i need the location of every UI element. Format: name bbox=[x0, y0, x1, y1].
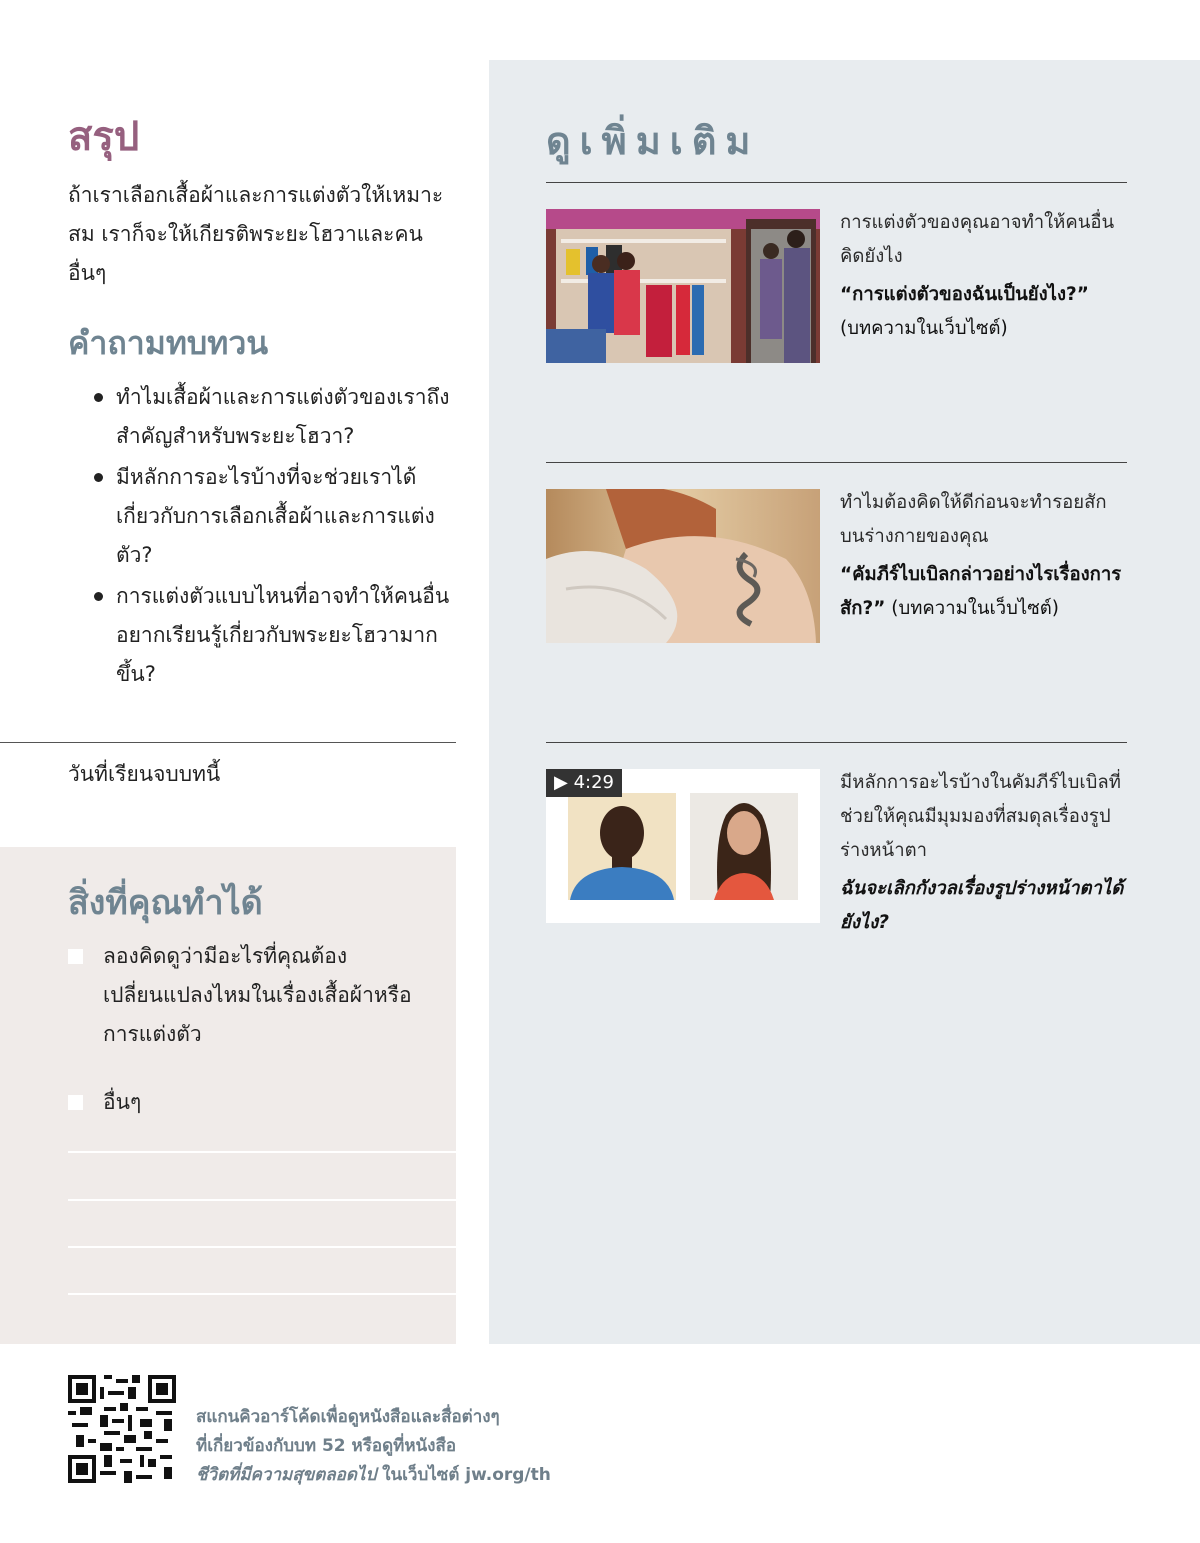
review-questions-list bbox=[92, 378, 452, 696]
todo-item-text: ลองคิดดูว่ามีอะไรที่คุณต้องเปลี่ยนแปลงไหมในเรื่องเสื้อผ้าหรือการแต่งตัว bbox=[103, 944, 412, 1046]
article-link[interactable] bbox=[840, 278, 1130, 346]
book-title: ชีวิตที่มีความสุขตลอดไป bbox=[196, 1465, 377, 1485]
article-link[interactable] bbox=[840, 558, 1130, 626]
summary-text: ถ้าเราเลือกเสื้อผ้าและการแต่งตัวให้เหมาะสม เราก็จะให้เกียรติพระยะโฮวาและคนอื่นๆ bbox=[68, 183, 444, 285]
see-more-title: ดูเพิ่มเติม bbox=[546, 119, 760, 163]
footer-line bbox=[196, 1461, 716, 1490]
write-in-line[interactable] bbox=[68, 1293, 456, 1295]
todo-item bbox=[68, 937, 438, 1054]
article-note: (บทความในเว็บไซต์) bbox=[840, 318, 1008, 339]
footer-line: ที่เกี่ยวข้องกับบท 52 หรือดูที่หนังสือ bbox=[196, 1436, 457, 1456]
see-more-item bbox=[840, 486, 1130, 626]
see-more-item bbox=[840, 206, 1130, 346]
review-questions-title: คำถามทบทวน bbox=[68, 324, 269, 362]
item-description: มีหลักการอะไรบ้างในคัมภีร์ไบเบิลที่ช่วยให้คุณมีมุมมองที่สมดุลเรื่องรูปร่างหน้าตา bbox=[840, 772, 1121, 861]
video-link[interactable] bbox=[840, 872, 1130, 940]
footer-note bbox=[196, 1403, 716, 1490]
video-duration: ▶ 4:29 bbox=[546, 769, 622, 797]
review-question: มีหลักการอะไรบ้างที่จะช่วยเราได้เกี่ยวกับการเลือกเสื้อผ้าและการแต่งตัว? bbox=[92, 458, 452, 575]
completion-date-label: วันที่เรียนจบบทนี้ bbox=[68, 762, 221, 786]
write-in-line[interactable] bbox=[68, 1246, 456, 1248]
review-question: การแต่งตัวแบบไหนที่อาจทำให้คนอื่นอยากเรียนรู้เกี่ยวกับพระยะโฮวามากขึ้น? bbox=[92, 577, 452, 694]
review-question: ทำไมเสื้อผ้าและการแต่งตัวของเราถึงสำคัญสำหรับพระยะโฮวา? bbox=[92, 378, 452, 456]
completion-date-line bbox=[0, 742, 456, 743]
what-you-can-do-panel bbox=[0, 847, 456, 1344]
what-you-can-do-title: สิ่งที่คุณทำได้ bbox=[68, 883, 263, 923]
divider bbox=[546, 462, 1127, 463]
clothing-store-image[interactable] bbox=[546, 209, 820, 363]
see-more-item bbox=[840, 766, 1130, 940]
video-thumbnail[interactable] bbox=[546, 769, 820, 923]
divider bbox=[546, 182, 1127, 183]
todo-item-text: อื่นๆ bbox=[103, 1090, 142, 1114]
todo-checkbox[interactable] bbox=[68, 1095, 83, 1110]
article-note: (บทความในเว็บไซต์) bbox=[891, 598, 1060, 619]
video-title[interactable]: ฉันจะเลิกกังวลเรื่องรูปร่างหน้าตาได้ยังไง? bbox=[840, 878, 1124, 933]
summary-title: สรุป bbox=[68, 114, 140, 160]
item-description: การแต่งตัวของคุณอาจทำให้คนอื่นคิดยังไง bbox=[840, 212, 1115, 267]
see-more-panel bbox=[489, 60, 1200, 1344]
article-title[interactable]: “คัมภีร์ไบเบิลกล่าวอย่างไรเรื่องการสัก?” bbox=[840, 564, 1122, 619]
write-in-line[interactable] bbox=[68, 1151, 456, 1153]
todo-item bbox=[68, 1083, 438, 1122]
footer-line: สแกนคิวอาร์โค้ดเพื่อดูหนังสือและสื่อต่างๆ bbox=[196, 1407, 500, 1427]
divider bbox=[546, 742, 1127, 743]
write-in-line[interactable] bbox=[68, 1199, 456, 1201]
qr-code[interactable] bbox=[68, 1375, 176, 1483]
article-title[interactable]: “การแต่งตัวของฉันเป็นยังไง?” bbox=[840, 284, 1089, 305]
footer-website[interactable]: ในเว็บไซต์ jw.org/th bbox=[376, 1465, 551, 1485]
item-description: ทำไมต้องคิดให้ดีก่อนจะทำรอยสักบนร่างกายของคุณ bbox=[840, 492, 1107, 547]
tattoo-image[interactable] bbox=[546, 489, 820, 643]
todo-checkbox[interactable] bbox=[68, 949, 83, 964]
